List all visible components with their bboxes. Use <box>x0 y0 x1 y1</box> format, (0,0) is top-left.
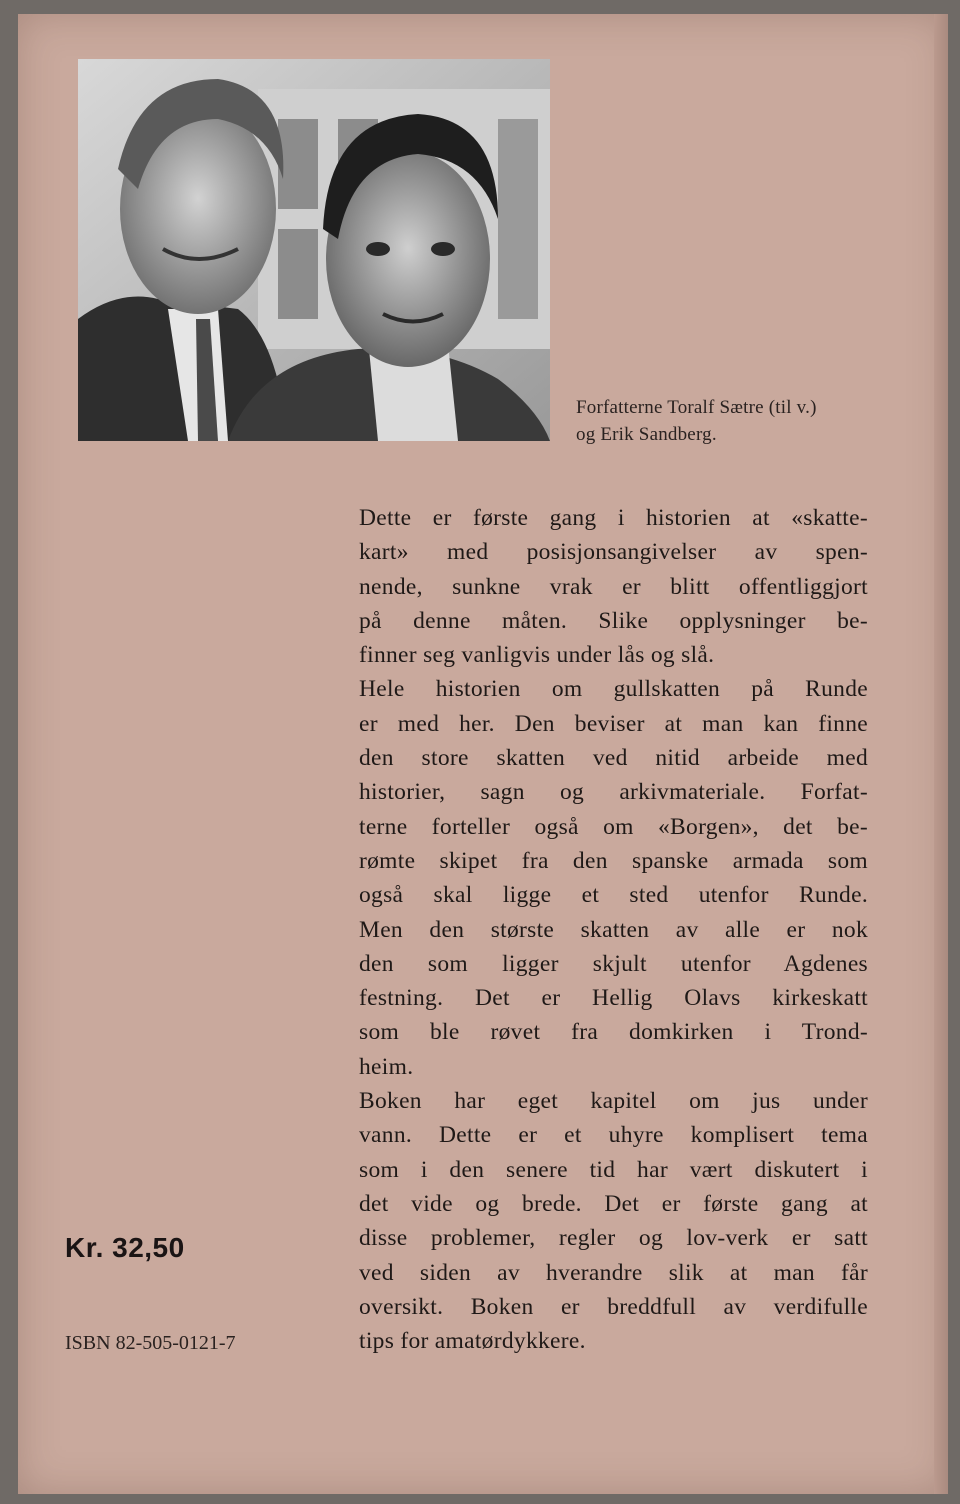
blurb-line: Hele historien om gullskatten på Runde <box>359 676 868 703</box>
blurb-line: tips for amatørdykkere. <box>359 1328 586 1355</box>
blurb-line: disse problemer, regler og lov-verk er satt <box>359 1225 868 1252</box>
blurb-line: er med her. Den beviser at man kan finne <box>359 710 868 737</box>
price-label: Kr. 32,50 <box>65 1232 185 1263</box>
caption-line: Forfatterne Toralf Sætre (til v.) <box>576 397 817 418</box>
blurb-text <box>359 501 868 1358</box>
blurb-line: heim. <box>359 1053 414 1080</box>
blurb-line: den store skatten ved nitid arbeide med <box>359 745 868 772</box>
blurb-line: det vide og brede. Det er første gang at <box>359 1190 868 1217</box>
blurb-line: kart» med posisjonsangivelser av spen- <box>359 539 868 566</box>
blurb-line: nende, sunkne vrak er blitt offentliggjort <box>359 573 868 600</box>
blurb-line: på denne måten. Slike opplysninger be- <box>359 607 868 634</box>
blurb-line: finner seg vanligvis under lås og slå. <box>359 642 715 669</box>
blurb-line: terne forteller også om «Borgen», det be- <box>359 813 868 840</box>
blurb-line: festning. Det er Hellig Olavs kirkeskatt <box>359 985 868 1012</box>
blurb-line: Men den største skatten av alle er nok <box>359 916 868 943</box>
blurb-line: historier, sagn og arkivmateriale. Forfat- <box>359 779 868 806</box>
blurb-line: oversikt. Boken er breddfull av verdifulle <box>359 1293 868 1320</box>
isbn-label: ISBN 82-505-0121-7 <box>65 1332 236 1354</box>
blurb-line: som ble røvet fra domkirken i Trond- <box>359 1019 868 1046</box>
blurb-line: rømte skipet fra den spanske armada som <box>359 847 868 874</box>
blurb-line: Boken har eget kapitel om jus under <box>359 1088 868 1115</box>
blurb-line: også skal ligge et sted utenfor Runde. <box>359 882 868 909</box>
author-photo <box>78 59 550 441</box>
blurb-line: vann. Dette er et uhyre komplisert tema <box>359 1122 868 1149</box>
blurb-line: ved siden av hverandre slik at man får <box>359 1259 868 1286</box>
cover-edge <box>934 14 948 1494</box>
photo-caption <box>576 394 916 448</box>
blurb-line: Dette er første gang i historien at «skatte- <box>359 505 868 531</box>
book-back-cover <box>18 14 948 1494</box>
caption-line: og Erik Sandberg. <box>576 424 717 445</box>
blurb-line: den som ligger skjult utenfor Agdenes <box>359 950 868 977</box>
blurb-line: som i den senere tid har vært diskutert i <box>359 1156 868 1183</box>
